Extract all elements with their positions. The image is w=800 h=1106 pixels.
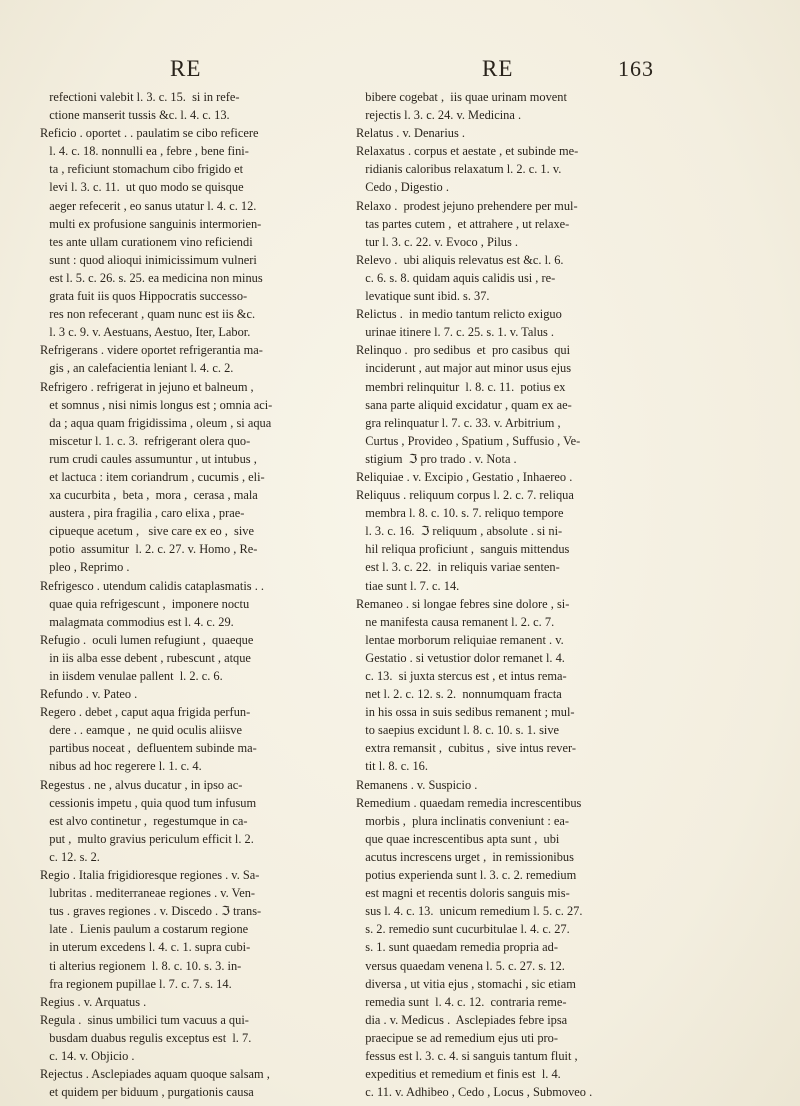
text-line: lentae morborum reliquiae remanent . v. [356,632,564,647]
text-line: morbis , plura inclinatis conveniunt : ea- [356,813,570,828]
text-line: s. 2. remedio sunt cucurbitulae l. 4. c. 27. [356,922,570,937]
text-line: et lactuca : item coriandrum , cucumis , eli- [40,469,265,484]
text-line: da ; aqua quam frigidissima , oleum , si aqua [40,415,272,430]
text-line: put , multo gravius periculum efficit l. 2. [40,831,254,846]
text-line: levatique sunt ibid. s. 37. [356,289,490,304]
text-line: stigium ℑ pro trado . v. Nota . [356,451,517,466]
text-line: tiae sunt l. 7. c. 14. [356,578,460,593]
text-line: s. 1. sunt quaedam remedia propria ad- [356,940,558,955]
text-line: expeditius et remedium et finis est l. 4. [356,1067,561,1082]
text-line: late . Lienis paulum a costarum regione [40,922,249,937]
text-line: miscetur l. 1. c. 3. refrigerant olera quo- [40,433,251,448]
text-line: Regero . debet , caput aqua frigida perfun- [40,705,251,720]
text-line: grata fuit iis quos Hippocratis successo- [40,289,248,304]
text-line: c. 13. si juxta stercus est , et intus rema- [356,669,567,683]
text-line: tur l. 3. c. 22. v. Evoco , Pilus . [356,234,518,249]
text-line: levi l. 3. c. 11. ut quo modo se quisque [40,180,244,195]
text-line: remedia sunt l. 4. c. 12. contraria reme- [356,994,567,1009]
text-line: c. 11. v. Adhibeo , Cedo , Locus , Submoveo . [356,1085,593,1100]
running-header [0,52,800,82]
text-line: aeger refecerit , eo sanus utatur l. 4. c. 12. [40,198,257,213]
text-line: Regula . sinus umbilici tum vacuus a qui- [40,1012,249,1027]
text-line: est l. 3. c. 22. in reliquis variae senten- [356,560,560,575]
text-line: fessus est l. 3. c. 4. si sanguis tantum fluit , [356,1048,578,1063]
text-line: est magni et recentis doloris sanguis mis- [356,886,570,901]
text-line: Refrigero . refrigerat in jejuno et balneum , [40,379,254,394]
text-line: acutus increscens urget , in remissionibus [356,849,574,864]
text-line: xa cucurbita , beta , mora , cerasa , mala [40,488,258,503]
left-text-column [40,88,360,1101]
text-line: extra remansit , cubitus , sive intus rever- [356,741,576,756]
text-line: to saepius excidunt l. 8. c. 10. s. 1. sive [356,723,560,738]
text-line: que quae increscentibus apta sunt , ubi [356,831,560,846]
text-line: pleo , Reprimo . [40,560,130,575]
text-line: cipueque acetum , sive care ex eo , sive [40,524,254,539]
text-line: praecipue se ad remedium ejus uti pro- [356,1030,558,1045]
text-line: potio assumitur l. 2. c. 27. v. Homo , Re- [40,542,258,557]
text-line: busdam duabus regulis exceptus est l. 7. [40,1030,252,1045]
right-column-heading: RE [482,56,514,81]
text-line: est alvo continetur , regestumque in ca- [40,813,248,828]
text-line: gra relinquatur l. 7. c. 33. v. Arbitrium , [356,415,561,430]
text-line: Regestus . ne , alvus ducatur , in ipso ac- [40,777,243,792]
text-line: ctione manserit tussis &c. l. 4. c. 13. [40,108,230,123]
text-line: Reficio . oportet . . paulatim se cibo reficere [40,126,259,141]
text-line: Remaneo . si longae febres sine dolore , si- [356,596,570,611]
text-line: Refrigerans . videre oportet refrigerantia ma- [40,343,263,358]
text-line: Reliquiae . v. Excipio , Gestatio , Inhaereo . [356,469,573,484]
text-line: dere . . eamque , ne quid oculis aliisve [40,723,242,738]
text-line: res non refecerant , quam nunc est iis &c. [40,307,256,322]
text-line: lubritas . mediterraneae regiones . v. Ven- [40,886,256,901]
text-line: versus quaedam venena l. 5. c. 27. s. 12. [356,958,565,973]
text-line: sana parte aliquid excidatur , quam ex ae- [356,397,572,412]
text-line: Regio . Italia frigidioresque regiones . v. Sa- [40,868,260,883]
text-line: multi ex profusione sanguinis intermorien- [40,216,262,231]
text-line: ta , reficiunt stomachum cibo frigido et [40,162,244,177]
text-line: bibere cogebat , iis quae urinam movent [356,90,567,104]
text-line: urinae itinere l. 7. c. 25. s. 1. v. Talus . [356,325,555,340]
text-line: partibus noceat , defluentem subinde ma- [40,741,257,756]
text-line: l. 3 c. 9. v. Aestuans, Aestuo, Iter, Labor. [40,325,251,340]
text-line: in uterum excedens l. 4. c. 1. supra cubi- [40,940,251,955]
text-line: in iisdem venulae pallent l. 2. c. 6. [40,669,223,683]
text-line: in his ossa in suis sedibus remanent ; mul- [356,705,575,720]
text-line: potius experienda sunt l. 3. c. 2. remedium [356,868,577,883]
text-line: Relinquo . pro sedibus et pro casibus qui [356,343,571,358]
text-line: Remanens . v. Suspicio . [356,777,478,792]
text-line: Relaxatus . corpus et aestate , et subinde me- [356,144,579,159]
text-line: Refugio . oculi lumen refugiunt , quaeque [40,632,254,647]
text-line: hil reliqua proficiunt , sanguis mittendus [356,542,570,557]
text-line: Relictus . in medio tantum relicto exiguo [356,307,562,322]
text-line: malagmata commodius est l. 4. c. 29. [40,614,234,629]
text-line: fra regionem pupillae l. 7. c. 7. s. 14. [40,976,232,991]
text-line: austera , pira fragilia , caro elixa , prae- [40,506,245,521]
text-line: rejectis l. 3. c. 24. v. Medicina . [356,108,522,123]
text-line: gis , an calefacientia leniant l. 4. c. 2. [40,361,234,376]
text-line: c. 14. v. Objicio . [40,1048,135,1063]
text-line: tas partes cutem , et attrahere , ut relaxe- [356,216,570,231]
text-line: refectioni valebit l. 3. c. 15. si in refe- [40,90,240,104]
text-line: Refundo . v. Pateo . [40,687,138,702]
text-line: quae quia refrigescunt , imponere noctu [40,596,250,611]
text-line: tit l. 8. c. 16. [356,759,428,774]
text-line: c. 12. s. 2. [40,849,100,864]
text-line: et quidem per biduum , purgationis causa [40,1085,254,1100]
text-line: cessionis impetu , quia quod tum infusum [40,795,257,810]
text-line: membri relinquitur l. 8. c. 11. potius ex [356,379,566,394]
text-line: membra l. 8. c. 10. s. 7. reliquo tempore [356,506,564,521]
text-line: Curtus , Provideo , Spatium , Suffusio , Ve- [356,433,581,448]
text-line: Rejectus . Asclepiades aquam quoque salsam , [40,1067,270,1082]
text-line: tus . graves regiones . v. Discedo . ℑ trans- [40,904,262,919]
text-line: et somnus , nisi nimis longus est ; omnia aci- [40,397,273,412]
text-line: Gestatio . si vetustior dolor remanet l. 4. [356,650,565,665]
text-line: est l. 5. c. 26. s. 25. ea medicina non minus [40,270,263,285]
text-line: Relevo . ubi aliquis relevatus est &c. l. 6. [356,252,564,267]
text-line: l. 4. c. 18. nonnulli ea , febre , bene fini- [40,144,249,159]
text-line: in iis alba esse debent , rubescunt , atque [40,650,251,665]
text-line: sunt : quod alioqui inimicissimum vulneri [40,252,257,267]
text-line: Relaxo . prodest jejuno prehendere per mul- [356,198,578,213]
text-line: dia . v. Medicus . Asclepiades febre ipsa [356,1012,568,1027]
text-line: nibus ad hoc regerere l. 1. c. 4. [40,759,202,774]
right-text-column [356,88,686,1101]
text-line: sus l. 4. c. 13. unicum remedium l. 5. c. 27. [356,904,583,919]
text-line: rum crudi caules assumuntur , ut intubus , [40,451,257,466]
text-line: Cedo , Digestio . [356,180,449,195]
text-line: Reliquus . reliquum corpus l. 2. c. 7. reliqua [356,488,574,503]
text-line: diversa , ut vitia ejus , stomachi , sic etiam [356,976,576,991]
text-line: tes ante ullam curationem vino reficiendi [40,234,253,249]
text-line: c. 6. s. 8. quidam aquis calidis usi , re- [356,270,556,285]
text-line: net l. 2. c. 12. s. 2. nonnumquam fracta [356,687,562,702]
text-line: inciderunt , aut major aut minor usus ejus [356,361,572,376]
text-line: ridianis caloribus relaxatum l. 2. c. 1. v. [356,162,562,177]
left-column-heading: RE [170,56,202,81]
text-line: ti alterius regionem l. 8. c. 10. s. 3. in- [40,958,242,973]
text-line: l. 3. c. 16. ℑ reliquum , absolute . si ni- [356,524,563,539]
text-line: Relatus . v. Denarius . [356,126,465,141]
text-line: Regius . v. Arquatus . [40,994,147,1009]
page-number: 163 [618,56,654,81]
text-line: ne manifesta causa remanent l. 2. c. 7. [356,614,555,629]
text-line: Refrigesco . utendum calidis cataplasmatis . . [40,578,264,593]
text-line: Remedium . quaedam remedia increscentibus [356,795,582,810]
